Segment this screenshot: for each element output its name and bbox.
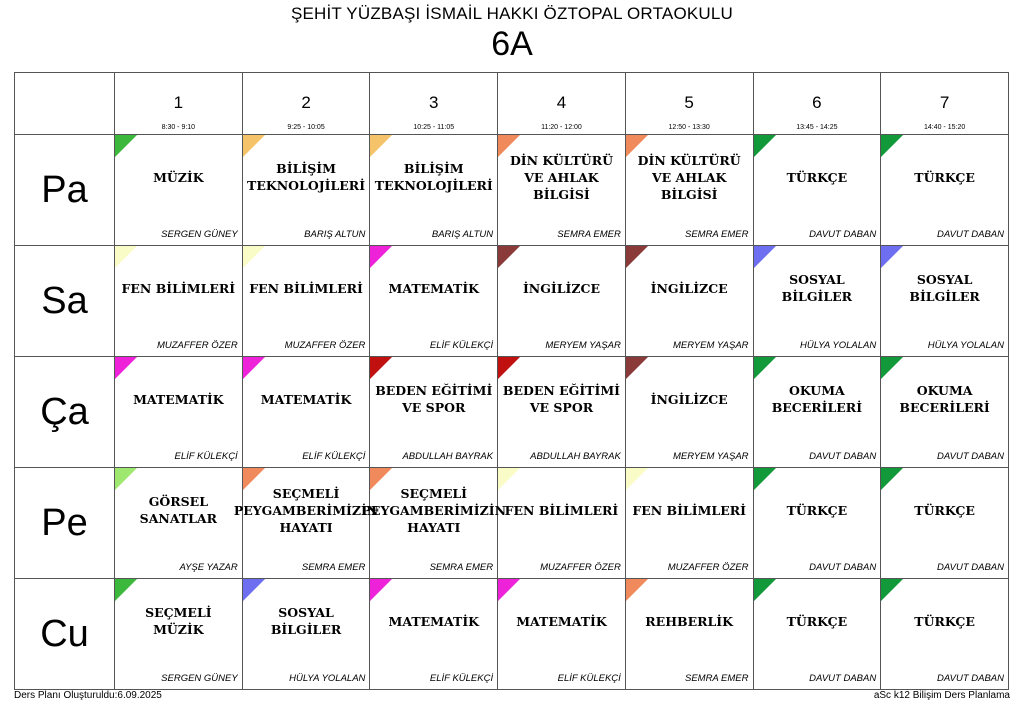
- lesson-cell: [625, 579, 753, 690]
- lesson-cell: [242, 579, 370, 690]
- day-row: [15, 135, 1009, 246]
- lesson-cell: [115, 468, 243, 579]
- period-header-1: [115, 73, 243, 135]
- software-credit: aSc k12 Bilişim Ders Planlama: [873, 690, 1010, 701]
- teacher-name: DAVUT DABAN: [809, 229, 877, 240]
- subject-name: SOSYAL BİLGİLER: [270, 605, 342, 637]
- subject-name: DİN KÜLTÜRÜ VE AHLAK BİLGİSİ: [509, 152, 613, 202]
- lesson-cell: [370, 579, 498, 690]
- lesson-cell: [242, 135, 370, 246]
- day-row: [15, 468, 1009, 579]
- class-name: 6A: [491, 25, 533, 63]
- period-time: 8:30 - 9:10: [161, 124, 196, 131]
- teacher-name: SEMRA EMER: [684, 229, 749, 240]
- lesson-cell: [881, 135, 1009, 246]
- teacher-name: ELİF KÜLEKÇİ: [429, 673, 494, 684]
- subject-name: TÜRKÇE: [786, 502, 848, 518]
- period-time: 10:25 - 11:05: [413, 124, 455, 131]
- subject-name: FEN BİLİMLERİ: [249, 280, 363, 296]
- teacher-name: BARIŞ ALTUN: [431, 229, 494, 240]
- period-number: 4: [556, 93, 567, 112]
- subject-name: MÜZİK: [153, 169, 204, 185]
- lesson-cell: [370, 357, 498, 468]
- generated-date: Ders Planı Oluşturuldu:6.09.2025: [14, 690, 162, 701]
- day-row: [15, 246, 1009, 357]
- lesson-cell: [370, 246, 498, 357]
- teacher-name: MERYEM YAŞAR: [673, 451, 749, 462]
- teacher-name: SEMRA EMER: [557, 229, 621, 240]
- teacher-name: ABDULLAH BAYRAK: [402, 451, 494, 462]
- period-header-7: [881, 73, 1009, 135]
- subject-name: BİLİŞİM TEKNOLOJİLERİ: [374, 161, 493, 193]
- subject-name: MATEMATİK: [133, 391, 224, 407]
- day-row: [15, 579, 1009, 690]
- lesson-cell: [361, 468, 507, 579]
- lesson-cell: [498, 357, 626, 468]
- lesson-cell: [242, 357, 370, 468]
- period-header-6: [753, 73, 881, 135]
- subject-name: TÜRKÇE: [914, 502, 975, 518]
- teacher-name: HÜLYA YOLALAN: [927, 340, 1004, 351]
- period-number: 2: [301, 93, 311, 112]
- day-label: Cu: [15, 579, 115, 690]
- period-time: 11:20 - 12:00: [541, 124, 582, 131]
- lesson-cell: [881, 579, 1009, 690]
- subject-name: SOSYAL BİLGİLER: [781, 272, 853, 304]
- day-label: Pa: [15, 135, 115, 246]
- subject-name: GÖRSEL SANATLAR: [139, 494, 218, 526]
- teacher-name: DAVUT DABAN: [936, 229, 1004, 240]
- subject-name: MATEMATİK: [388, 613, 480, 629]
- lesson-cell: [625, 135, 753, 246]
- lesson-cell: [498, 579, 626, 690]
- school-name: ŞEHİT YÜZBAŞI İSMAİL HAKKI ÖZTOPAL ORTAOKULU: [290, 4, 734, 23]
- lesson-cell: [753, 135, 881, 246]
- lesson-cell: [625, 246, 753, 357]
- subject-name: MATEMATİK: [260, 391, 352, 407]
- subject-name: OKUMA BECERİLERİ: [899, 383, 990, 415]
- period-header-5: [625, 73, 753, 135]
- teacher-name: MUZAFFER ÖZER: [284, 340, 366, 351]
- teacher-name: ELİF KÜLEKÇİ: [557, 673, 621, 684]
- teacher-name: SEMRA EMER: [684, 673, 749, 684]
- teacher-name: DAVUT DABAN: [936, 451, 1004, 462]
- lesson-cell: [242, 246, 370, 357]
- subject-name: MATEMATİK: [516, 613, 607, 629]
- lesson-cell: [115, 579, 243, 690]
- period-number: 1: [173, 93, 184, 112]
- subject-name: SEÇMELİ MÜZİK: [145, 605, 212, 637]
- lesson-cell: [498, 468, 626, 579]
- subject-name: SEÇMELİ PEYGAMBERİMİZİN HAYATI: [233, 485, 379, 535]
- subject-name: FEN BİLİMLERİ: [632, 502, 746, 518]
- teacher-name: ELİF KÜLEKÇİ: [429, 340, 494, 351]
- lesson-cell: [625, 468, 753, 579]
- teacher-name: SEMRA EMER: [301, 562, 366, 573]
- subject-name: İNGİLİZCE: [522, 280, 600, 296]
- teacher-name: MUZAFFER ÖZER: [540, 562, 621, 573]
- subject-name: DİN KÜLTÜRÜ VE AHLAK BİLGİSİ: [637, 152, 741, 202]
- period-header-2: [242, 73, 370, 135]
- teacher-name: DAVUT DABAN: [936, 673, 1004, 684]
- corner-cell: [15, 73, 115, 135]
- day-label: Pe: [15, 468, 115, 579]
- teacher-name: ABDULLAH BAYRAK: [530, 451, 621, 462]
- subject-name: TÜRKÇE: [914, 169, 975, 185]
- teacher-name: MERYEM YAŞAR: [673, 340, 749, 351]
- period-number: 3: [429, 93, 439, 112]
- teacher-name: DAVUT DABAN: [809, 562, 877, 573]
- subject-name: BEDEN EĞİTİMİ VE SPOR: [375, 383, 493, 415]
- timetable: [14, 72, 1009, 690]
- subject-name: BİLİŞİM TEKNOLOJİLERİ: [247, 161, 366, 193]
- lesson-cell: [115, 357, 243, 468]
- teacher-name: DAVUT DABAN: [809, 451, 877, 462]
- lesson-cell: [881, 246, 1009, 357]
- subject-name: SOSYAL BİLGİLER: [909, 272, 980, 304]
- teacher-name: ELİF KÜLEKÇİ: [302, 451, 366, 462]
- subject-name: TÜRKÇE: [914, 613, 975, 629]
- lesson-cell: [115, 246, 243, 357]
- subject-name: İNGİLİZCE: [650, 391, 728, 407]
- lesson-cell: [625, 357, 753, 468]
- period-header-4: [498, 73, 626, 135]
- lesson-cell: [753, 468, 881, 579]
- subject-name: TÜRKÇE: [786, 613, 848, 629]
- teacher-name: DAVUT DABAN: [936, 562, 1004, 573]
- teacher-name: BARIŞ ALTUN: [304, 229, 366, 240]
- subject-name: BEDEN EĞİTİMİ VE SPOR: [502, 383, 621, 415]
- lesson-cell: [498, 246, 626, 357]
- teacher-name: DAVUT DABAN: [809, 673, 877, 684]
- lesson-cell: [498, 135, 626, 246]
- subject-name: İNGİLİZCE: [650, 280, 728, 296]
- subject-name: FEN BİLİMLERİ: [504, 502, 619, 518]
- subject-name: FEN BİLİMLERİ: [121, 280, 236, 296]
- lesson-cell: [753, 357, 881, 468]
- period-header-3: [370, 73, 498, 135]
- period-number: 7: [939, 93, 950, 112]
- subject-name: OKUMA BECERİLERİ: [771, 383, 863, 415]
- day-label: Ça: [15, 357, 115, 468]
- period-header-row: [15, 73, 1009, 135]
- lesson-cell: [881, 468, 1009, 579]
- teacher-name: MUZAFFER ÖZER: [667, 562, 749, 573]
- subject-name: REHBERLİK: [645, 613, 734, 629]
- period-time: 12:50 - 13:30: [668, 124, 710, 131]
- teacher-name: SEMRA EMER: [429, 562, 494, 573]
- day-label: Sa: [15, 246, 115, 357]
- lesson-cell: [233, 468, 379, 579]
- teacher-name: SERGEN GÜNEY: [161, 229, 238, 240]
- lesson-cell: [881, 357, 1009, 468]
- period-time: 13:45 - 14:25: [796, 124, 838, 131]
- period-number: 6: [812, 93, 822, 112]
- subject-name: TÜRKÇE: [786, 169, 848, 185]
- lesson-cell: [115, 135, 243, 246]
- teacher-name: AYŞE YAZAR: [179, 562, 238, 573]
- teacher-name: ELİF KÜLEKÇİ: [174, 451, 238, 462]
- teacher-name: MERYEM YAŞAR: [545, 340, 621, 351]
- teacher-name: MUZAFFER ÖZER: [156, 340, 238, 351]
- day-row: [15, 357, 1009, 468]
- teacher-name: HÜLYA YOLALAN: [289, 673, 366, 684]
- period-time: 14:40 - 15:20: [923, 124, 966, 131]
- lesson-cell: [370, 135, 498, 246]
- period-number: 5: [684, 93, 694, 112]
- subject-name: SEÇMELİ PEYGAMBERİMİZİN HAYATI: [361, 485, 507, 535]
- subject-name: MATEMATİK: [388, 280, 480, 296]
- teacher-name: HÜLYA YOLALAN: [799, 340, 877, 351]
- period-time: 9:25 - 10:05: [287, 124, 325, 131]
- teacher-name: SERGEN GÜNEY: [161, 673, 238, 684]
- lesson-cell: [753, 246, 881, 357]
- lesson-cell: [753, 579, 881, 690]
